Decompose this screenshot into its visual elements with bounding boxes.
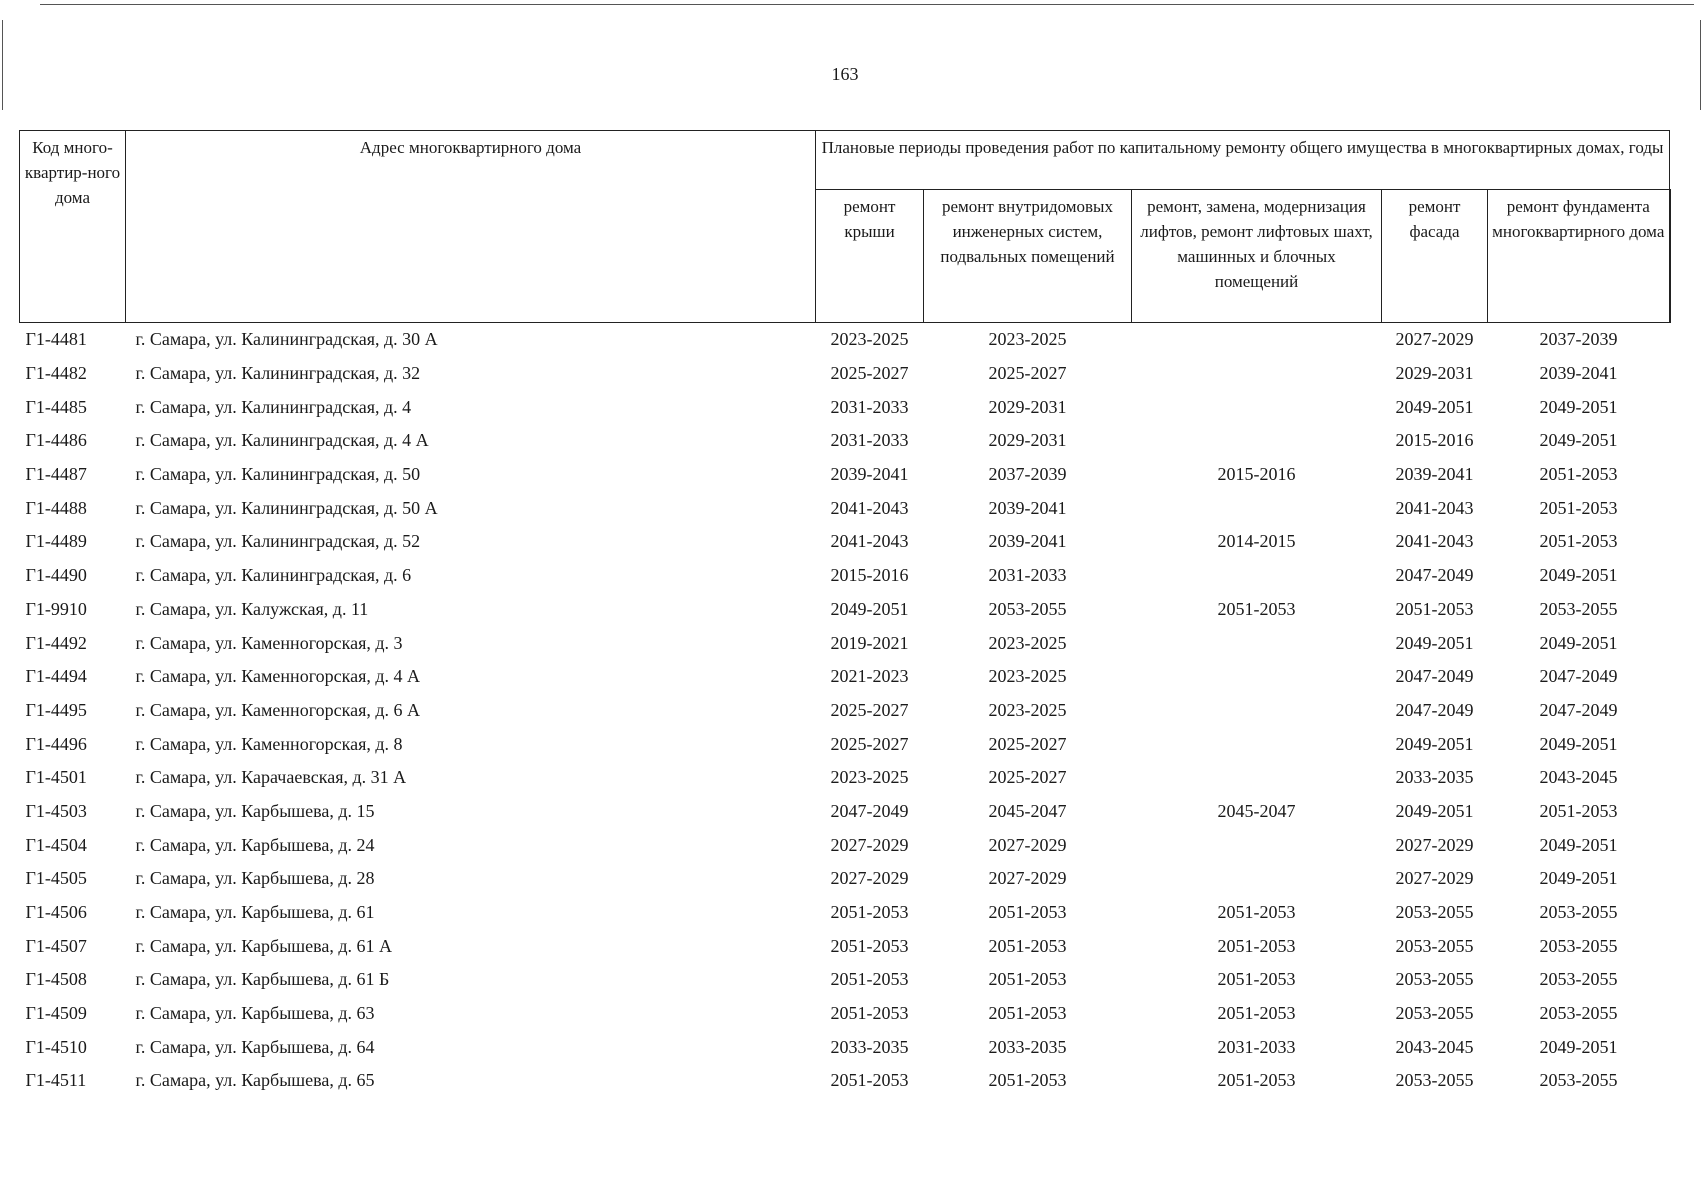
cell-roof: 2023-2025 [830,329,909,350]
cell-facade: 2027-2029 [1395,868,1474,889]
cell-roof: 2015-2016 [830,565,909,586]
page-border-left [2,20,3,110]
page-border-top [40,4,1694,5]
cell-code: Г1-4489 [25,531,87,552]
table-row [20,727,1670,761]
cell-elevators [1132,828,1382,862]
cell-elevators: 2051-2053 [1217,935,1296,956]
table-row [20,390,1670,424]
header-foundation: ремонт фундамента многоквартирного дома [1488,190,1670,323]
cell-facade: 2049-2051 [1395,632,1474,653]
cell-foundation: 2043-2045 [1539,767,1618,788]
table-row [20,694,1670,728]
page-border-right [1700,20,1701,110]
cell-address: г. Самара, ул. Карбышева, д. 61 Б [135,969,390,990]
table-body [20,323,1670,1098]
header-planned-periods: Плановые периоды проведения работ по капитальному ремонту общего имущества в многоквартирных домах, годы [816,131,1670,190]
cell-facade: 2049-2051 [1395,733,1474,754]
cell-code: Г1-4510 [25,1036,87,1057]
cell-engineering: 2029-2031 [988,430,1067,451]
cell-facade: 2039-2041 [1395,464,1474,485]
table-row [20,997,1670,1031]
cell-facade: 2033-2035 [1395,767,1474,788]
cell-code: Г1-4492 [25,632,87,653]
table-row [20,929,1670,963]
cell-code: Г1-4509 [25,1003,87,1024]
cell-engineering: 2051-2053 [988,902,1067,923]
cell-address: г. Самара, ул. Калининградская, д. 32 [135,363,421,384]
cell-code: Г1-4506 [25,902,87,923]
cell-roof: 2023-2025 [830,767,909,788]
cell-roof: 2051-2053 [830,969,909,990]
cell-roof: 2025-2027 [830,699,909,720]
cell-code: Г1-4481 [25,329,87,350]
cell-roof: 2021-2023 [830,666,909,687]
cell-foundation: 2049-2051 [1539,733,1618,754]
cell-facade: 2053-2055 [1395,1070,1474,1091]
repair-schedule-table [19,130,1671,1098]
cell-elevators [1132,424,1382,458]
table-row [20,593,1670,627]
cell-roof: 2027-2029 [830,834,909,855]
header-address: Адрес многоквартирного дома [126,131,816,323]
cell-facade: 2047-2049 [1395,699,1474,720]
cell-address: г. Самара, ул. Каменногорская, д. 3 [135,632,403,653]
cell-facade: 2043-2045 [1395,1036,1474,1057]
cell-foundation: 2053-2055 [1539,935,1618,956]
cell-address: г. Самара, ул. Калининградская, д. 50 [135,464,421,485]
table-row [20,828,1670,862]
table-row [20,660,1670,694]
cell-foundation: 2047-2049 [1539,666,1618,687]
cell-address: г. Самара, ул. Калининградская, д. 30 А [135,329,438,350]
cell-foundation: 2039-2041 [1539,363,1618,384]
cell-engineering: 2025-2027 [988,733,1067,754]
cell-facade: 2047-2049 [1395,666,1474,687]
cell-code: Г1-4504 [25,834,87,855]
cell-facade: 2041-2043 [1395,531,1474,552]
cell-address: г. Самара, ул. Каменногорская, д. 8 [135,733,403,754]
cell-engineering: 2031-2033 [988,565,1067,586]
cell-foundation: 2051-2053 [1539,800,1618,821]
cell-engineering: 2023-2025 [988,632,1067,653]
cell-address: г. Самара, ул. Карбышева, д. 15 [135,800,375,821]
cell-elevators [1132,323,1382,357]
cell-foundation: 2049-2051 [1539,868,1618,889]
cell-facade: 2027-2029 [1395,834,1474,855]
cell-elevators [1132,761,1382,795]
page-number: 163 [831,64,859,84]
cell-elevators [1132,390,1382,424]
cell-facade: 2047-2049 [1395,565,1474,586]
cell-engineering: 2045-2047 [988,800,1067,821]
cell-code: Г1-9910 [25,598,87,619]
cell-engineering: 2025-2027 [988,767,1067,788]
cell-engineering: 2023-2025 [988,699,1067,720]
cell-elevators [1132,357,1382,391]
cell-engineering: 2027-2029 [988,868,1067,889]
cell-engineering: 2039-2041 [988,497,1067,518]
cell-elevators [1132,694,1382,728]
table-row [20,896,1670,930]
cell-foundation: 2053-2055 [1539,902,1618,923]
cell-engineering: 2033-2035 [988,1036,1067,1057]
header-facade: ремонт фасада [1382,190,1488,323]
cell-facade: 2051-2053 [1395,598,1474,619]
cell-facade: 2053-2055 [1395,902,1474,923]
cell-elevators [1132,862,1382,896]
cell-foundation: 2049-2051 [1539,430,1618,451]
cell-elevators: 2051-2053 [1217,1003,1296,1024]
cell-code: Г1-4495 [25,699,87,720]
cell-facade: 2041-2043 [1395,497,1474,518]
cell-code: Г1-4482 [25,363,87,384]
table-row [20,357,1670,391]
cell-engineering: 2051-2053 [988,969,1067,990]
cell-engineering: 2037-2039 [988,464,1067,485]
cell-elevators [1132,559,1382,593]
table-row [20,424,1670,458]
cell-facade: 2049-2051 [1395,396,1474,417]
table-row [20,626,1670,660]
cell-address: г. Самара, ул. Карбышева, д. 61 А [135,935,393,956]
cell-address: г. Самара, ул. Калининградская, д. 50 А [135,497,438,518]
cell-address: г. Самара, ул. Карбышева, д. 24 [135,834,375,855]
cell-code: Г1-4490 [25,565,87,586]
cell-engineering: 2023-2025 [988,666,1067,687]
table-row [20,1064,1670,1098]
header-roof: ремонт крыши [816,190,924,323]
header-engineering: ремонт внутридомовых инженерных систем, подвальных помещений [924,190,1132,323]
cell-foundation: 2053-2055 [1539,1070,1618,1091]
table-row [20,963,1670,997]
table-row [20,525,1670,559]
cell-foundation: 2037-2039 [1539,329,1618,350]
cell-foundation: 2049-2051 [1539,565,1618,586]
cell-roof: 2031-2033 [830,396,909,417]
cell-engineering: 2051-2053 [988,1003,1067,1024]
cell-code: Г1-4486 [25,430,87,451]
cell-elevators: 2051-2053 [1217,598,1296,619]
cell-facade: 2049-2051 [1395,800,1474,821]
cell-elevators: 2015-2016 [1217,464,1296,485]
cell-foundation: 2047-2049 [1539,699,1618,720]
cell-address: г. Самара, ул. Каменногорская, д. 4 А [135,666,421,687]
cell-foundation: 2051-2053 [1539,497,1618,518]
cell-roof: 2051-2053 [830,935,909,956]
cell-code: Г1-4485 [25,396,87,417]
cell-elevators [1132,727,1382,761]
cell-roof: 2027-2029 [830,868,909,889]
cell-address: г. Самара, ул. Карачаевская, д. 31 А [135,767,407,788]
cell-roof: 2041-2043 [830,497,909,518]
table-row [20,491,1670,525]
cell-engineering: 2027-2029 [988,834,1067,855]
cell-elevators: 2051-2053 [1217,969,1296,990]
header-elevators: ремонт, замена, модернизация лифтов, ремонт лифтовых шахт, машинных и блочных помещений [1132,190,1382,323]
cell-roof: 2051-2053 [830,1070,909,1091]
cell-address: г. Самара, ул. Калининградская, д. 52 [135,531,421,552]
cell-elevators: 2045-2047 [1217,800,1296,821]
cell-foundation: 2049-2051 [1539,632,1618,653]
cell-address: г. Самара, ул. Каменногорская, д. 6 А [135,699,421,720]
cell-address: г. Самара, ул. Калужская, д. 11 [135,598,369,619]
cell-elevators [1132,626,1382,660]
cell-roof: 2039-2041 [830,464,909,485]
cell-engineering: 2023-2025 [988,329,1067,350]
header-code: Код много-квартир-ного дома [20,131,126,323]
cell-address: г. Самара, ул. Карбышева, д. 63 [135,1003,375,1024]
cell-elevators: 2051-2053 [1217,1070,1296,1091]
cell-engineering: 2051-2053 [988,935,1067,956]
cell-elevators: 2051-2053 [1217,902,1296,923]
cell-foundation: 2051-2053 [1539,531,1618,552]
cell-code: Г1-4508 [25,969,87,990]
cell-facade: 2029-2031 [1395,363,1474,384]
cell-roof: 2031-2033 [830,430,909,451]
cell-engineering: 2029-2031 [988,396,1067,417]
cell-elevators [1132,660,1382,694]
table-row [20,323,1670,357]
table-row [20,862,1670,896]
cell-roof: 2033-2035 [830,1036,909,1057]
cell-elevators: 2014-2015 [1217,531,1296,552]
cell-code: Г1-4494 [25,666,87,687]
cell-address: г. Самара, ул. Карбышева, д. 28 [135,868,375,889]
table-header [20,131,1670,323]
cell-code: Г1-4487 [25,464,87,485]
cell-roof: 2049-2051 [830,598,909,619]
cell-roof: 2051-2053 [830,902,909,923]
cell-facade: 2053-2055 [1395,1003,1474,1024]
cell-code: Г1-4496 [25,733,87,754]
table-row [20,761,1670,795]
cell-roof: 2019-2021 [830,632,909,653]
cell-facade: 2027-2029 [1395,329,1474,350]
cell-elevators [1132,491,1382,525]
cell-code: Г1-4488 [25,497,87,518]
cell-roof: 2041-2043 [830,531,909,552]
cell-elevators: 2031-2033 [1217,1036,1296,1057]
table-row [20,458,1670,492]
cell-code: Г1-4505 [25,868,87,889]
cell-address: г. Самара, ул. Карбышева, д. 64 [135,1036,375,1057]
cell-foundation: 2053-2055 [1539,969,1618,990]
cell-address: г. Самара, ул. Карбышева, д. 65 [135,1070,375,1091]
cell-code: Г1-4507 [25,935,87,956]
cell-address: г. Самара, ул. Калининградская, д. 6 [135,565,412,586]
cell-engineering: 2053-2055 [988,598,1067,619]
cell-roof: 2051-2053 [830,1003,909,1024]
table-row [20,795,1670,829]
cell-facade: 2053-2055 [1395,969,1474,990]
table-row [20,1030,1670,1064]
cell-engineering: 2051-2053 [988,1070,1067,1091]
cell-address: г. Самара, ул. Калининградская, д. 4 А [135,430,429,451]
cell-engineering: 2039-2041 [988,531,1067,552]
cell-code: Г1-4503 [25,800,87,821]
cell-foundation: 2053-2055 [1539,1003,1618,1024]
cell-foundation: 2051-2053 [1539,464,1618,485]
cell-roof: 2047-2049 [830,800,909,821]
cell-roof: 2025-2027 [830,363,909,384]
table-row [20,559,1670,593]
cell-code: Г1-4511 [25,1070,87,1091]
cell-facade: 2053-2055 [1395,935,1474,956]
cell-foundation: 2053-2055 [1539,598,1618,619]
cell-facade: 2015-2016 [1395,430,1474,451]
cell-address: г. Самара, ул. Карбышева, д. 61 [135,902,375,923]
cell-foundation: 2049-2051 [1539,834,1618,855]
cell-engineering: 2025-2027 [988,363,1067,384]
cell-foundation: 2049-2051 [1539,1036,1618,1057]
cell-foundation: 2049-2051 [1539,396,1618,417]
cell-address: г. Самара, ул. Калининградская, д. 4 [135,396,412,417]
cell-code: Г1-4501 [25,767,87,788]
cell-roof: 2025-2027 [830,733,909,754]
